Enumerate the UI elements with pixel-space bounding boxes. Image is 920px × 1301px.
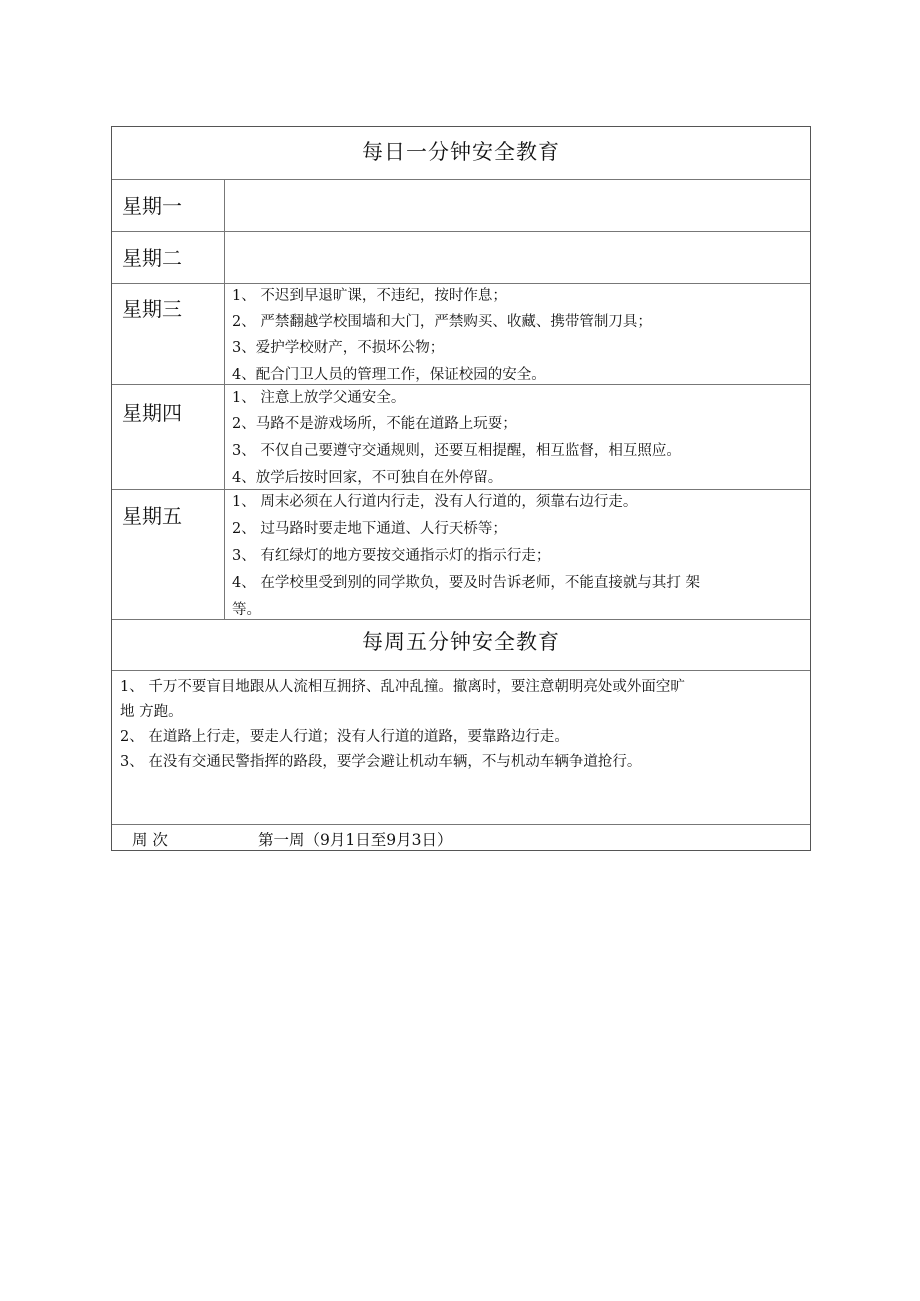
weekly-item: 地 方跑。 [120, 704, 183, 720]
wednesday-item: 1、 不迟到早退旷课，不违纪，按时作息； [232, 288, 507, 304]
row-divider [112, 384, 810, 385]
day-label-monday: 星期一 [122, 194, 182, 218]
wednesday-item: 2、 严禁翻越学校围墙和大门，严禁购买、收藏、携带管制刀具； [232, 314, 652, 330]
day-label-wednesday: 星期三 [122, 297, 182, 321]
thursday-item: 2、马路不是游戏场所，不能在道路上玩耍； [232, 416, 517, 432]
friday-item: 3、 有红绿灯的地方要按交通指示灯的指示行走； [232, 548, 551, 564]
thursday-item: 4、放学后按时回家，不可独自在外停留。 [232, 470, 503, 486]
daily-title: 每日一分钟安全教育 [362, 140, 560, 164]
row-divider [112, 619, 810, 620]
weekly-item: 1、 千万不要盲目地跟从人流相互拥挤、乱冲乱撞。撤离时，要注意朝明亮处或外面空旷 [120, 679, 685, 695]
row-divider [112, 824, 810, 825]
week-label: 周 次 [132, 831, 168, 849]
row-divider [112, 489, 810, 490]
row-divider [112, 283, 810, 284]
day-label-thursday: 星期四 [122, 401, 182, 425]
week-value: 第一周（9月1日至9月3日） [258, 831, 453, 849]
column-divider [224, 179, 225, 619]
friday-item: 等。 [232, 602, 261, 618]
wednesday-item: 4、配合门卫人员的管理工作，保证校园的安全。 [232, 367, 546, 383]
day-label-tuesday: 星期二 [122, 246, 182, 270]
thursday-item: 1、 注意上放学父通安全。 [232, 390, 406, 406]
weekly-title: 每周五分钟安全教育 [362, 630, 560, 654]
row-divider [112, 670, 810, 671]
safety-education-table [111, 126, 811, 851]
weekly-item: 3、 在没有交通民警指挥的路段，要学会避让机动车辆，不与机动车辆争道抢行。 [120, 754, 642, 770]
friday-item: 2、 过马路时要走地下通道、人行天桥等； [232, 521, 507, 537]
friday-item: 1、 周末必须在人行道内行走，没有人行道的，须靠右边行走。 [232, 494, 638, 510]
thursday-item: 3、 不仅自己要遵守交通规则，还要互相提醒，相互监督，相互照应。 [232, 443, 681, 459]
row-divider [112, 231, 810, 232]
row-divider [112, 179, 810, 180]
friday-item: 4、 在学校里受到别的同学欺负，要及时告诉老师，不能直接就与其打 架 [232, 575, 700, 591]
wednesday-item: 3、爱护学校财产，不损坏公物； [232, 340, 445, 356]
weekly-item: 2、 在道路上行走，要走人行道；没有人行道的道路，要靠路边行走。 [120, 729, 569, 745]
day-label-friday: 星期五 [122, 504, 182, 528]
